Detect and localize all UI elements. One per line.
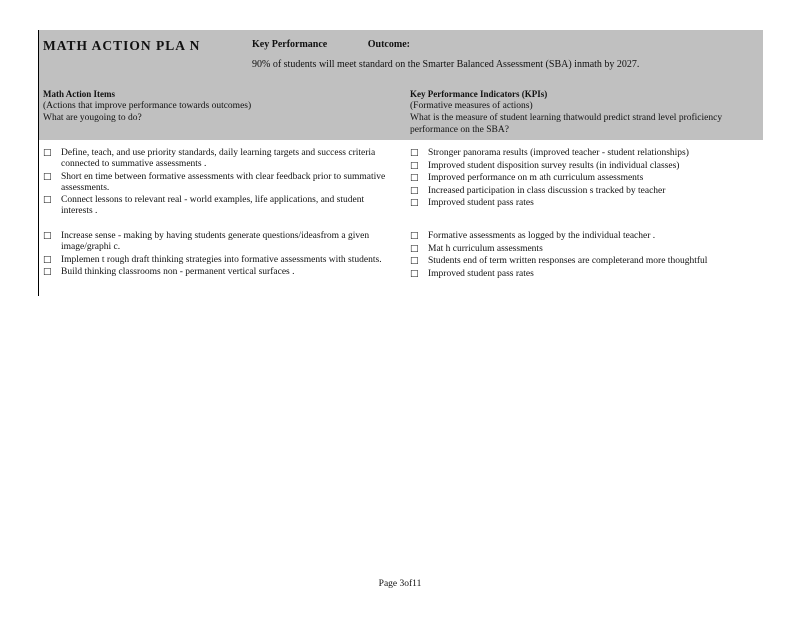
kpi-list-group-2 bbox=[410, 231, 750, 281]
action-plan-table bbox=[38, 30, 763, 296]
list-item: □ Stronger panorama results (improved teacher - student relationships) bbox=[410, 148, 689, 158]
action-items-question: What are yougoing to do? bbox=[43, 113, 142, 123]
list-item: □ Students end of term written responses are completerand more thoughtful bbox=[410, 256, 708, 266]
outcome-text: 90% of students will meet standard on the Smarter Balanced Assessment (SBA) inmath by 2027. bbox=[252, 59, 640, 70]
list-item: □ Improved student disposition survey results (in individual classes) bbox=[410, 160, 680, 171]
kpi-question: What is the measure of student learning thatwould predict strand level proficiency performance on the SBA? bbox=[410, 113, 723, 135]
action-list-group-2 bbox=[43, 231, 391, 280]
list-item: □ Improved performance on m ath curriculum assessments bbox=[410, 173, 644, 183]
action-items-subheading: (Actions that improve performance towards outcomes) bbox=[43, 101, 252, 111]
action-items-heading: Math Action Items bbox=[43, 89, 115, 99]
key-performance-label: Key Performance bbox=[252, 39, 328, 50]
list-item: □ Define, teach, and use priority standards, daily learning targets and success criteria connected to summative assessments . bbox=[43, 148, 376, 169]
checkbox-bullet-icon: □ bbox=[410, 243, 419, 254]
checkbox-bullet-icon: □ bbox=[410, 148, 419, 158]
checkbox-bullet-icon: □ bbox=[43, 267, 52, 277]
key-performance-heading bbox=[252, 39, 410, 50]
list-item: □ Mat h curriculum assessments bbox=[410, 243, 543, 254]
kpi-header bbox=[410, 88, 750, 136]
checkbox-bullet-icon: □ bbox=[410, 268, 419, 279]
list-item: □ Increased participation in class discussion s tracked by teacher bbox=[410, 185, 666, 196]
list-item: □ Formative assessments as logged by the individual teacher . bbox=[410, 231, 656, 241]
list-item: □ Build thinking classrooms non - permanent vertical surfaces . bbox=[43, 267, 295, 277]
outcome-label: Outcome: bbox=[367, 39, 410, 50]
list-item: □ Implemen t rough draft thinking strategies into formative assessments with students. bbox=[43, 254, 382, 265]
checkbox-bullet-icon: □ bbox=[43, 254, 52, 265]
plan-title: MATH ACTION PLA N bbox=[43, 38, 201, 53]
checkbox-bullet-icon: □ bbox=[43, 148, 52, 158]
list-item: □ Short en time between formative assessments with clear feedback prior to summative assessments. bbox=[43, 171, 386, 193]
list-item: □ Improved student pass rates bbox=[410, 268, 534, 279]
checkbox-bullet-icon: □ bbox=[410, 173, 419, 183]
kpi-heading: Key Performance Indicators (KPIs) bbox=[410, 89, 548, 99]
list-item: □ Increase sense - making by having students generate questions/ideasfrom a given image/graphi c. bbox=[43, 231, 370, 252]
list-item: □ Connect lessons to relevant real - world examples, life applications, and student interests . bbox=[43, 195, 365, 216]
checkbox-bullet-icon: □ bbox=[43, 231, 52, 241]
kpi-subheading: (Formative measures of actions) bbox=[410, 101, 533, 111]
action-items-header bbox=[43, 88, 393, 124]
checkbox-bullet-icon: □ bbox=[410, 256, 419, 266]
checkbox-bullet-icon: □ bbox=[410, 198, 419, 208]
kpi-list-group-1 bbox=[410, 148, 750, 211]
page-number: Page 3of11 bbox=[378, 579, 422, 589]
action-list-group-1 bbox=[43, 148, 391, 219]
checkbox-bullet-icon: □ bbox=[43, 171, 52, 182]
checkbox-bullet-icon: □ bbox=[410, 160, 419, 171]
checkbox-bullet-icon: □ bbox=[410, 231, 419, 241]
checkbox-bullet-icon: □ bbox=[410, 185, 419, 196]
list-item: □ Improved student pass rates bbox=[410, 198, 534, 208]
checkbox-bullet-icon: □ bbox=[43, 195, 52, 205]
plan-header bbox=[39, 30, 763, 140]
